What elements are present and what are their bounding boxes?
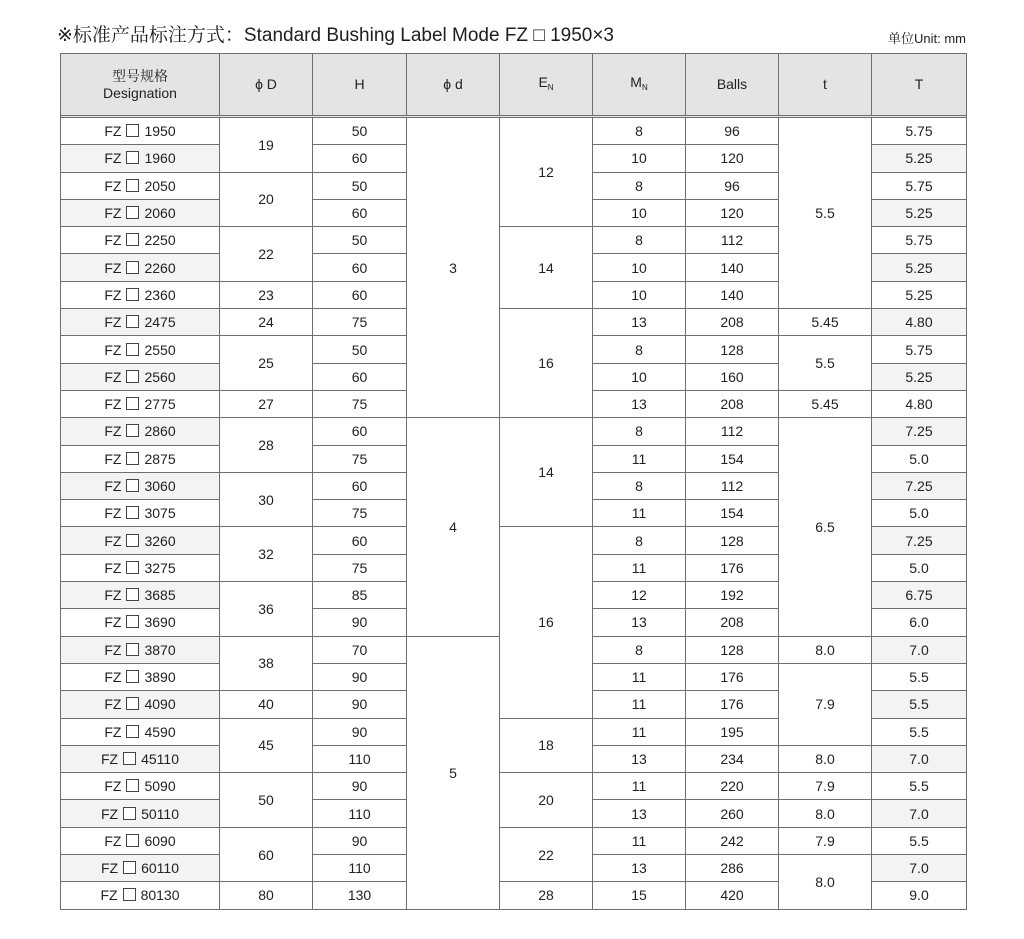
- MN-cell: 13: [593, 855, 686, 882]
- blank-box-icon: [126, 206, 139, 219]
- blank-box-icon: [126, 725, 139, 738]
- t-cell: 8.0: [779, 855, 872, 910]
- T-cell: 5.5: [872, 663, 967, 690]
- MN-cell: 10: [593, 363, 686, 390]
- MN-cell: 11: [593, 773, 686, 800]
- H-cell: 60: [313, 363, 407, 390]
- designation-cell: [61, 227, 220, 254]
- H-cell: 90: [313, 663, 407, 690]
- MN-cell: 13: [593, 390, 686, 417]
- designation-prefix: FZ: [100, 750, 119, 767]
- H-cell: 110: [313, 800, 407, 827]
- blank-box-icon: [126, 452, 139, 465]
- phi-D-cell: 45: [220, 718, 313, 773]
- blank-box-icon: [126, 615, 139, 628]
- balls-cell: 208: [686, 390, 779, 417]
- header-designation-en: Designation: [103, 84, 177, 101]
- MN-cell: 13: [593, 309, 686, 336]
- blank-box-icon: [126, 697, 139, 710]
- balls-cell: 160: [686, 363, 779, 390]
- header-phi-D: ϕ D: [220, 54, 313, 116]
- designation-prefix: FZ: [104, 696, 122, 713]
- H-cell: 90: [313, 691, 407, 718]
- designation-prefix: FZ: [104, 286, 122, 303]
- MN-cell: 13: [593, 745, 686, 772]
- H-cell: 60: [313, 418, 407, 445]
- balls-cell: 120: [686, 145, 779, 172]
- header-H: H: [313, 54, 407, 116]
- T-cell: 5.0: [872, 554, 967, 581]
- H-cell: 75: [313, 445, 407, 472]
- header-t: t: [779, 54, 872, 116]
- H-cell: 50: [313, 172, 407, 199]
- blank-box-icon: [126, 233, 139, 246]
- H-cell: 75: [313, 554, 407, 581]
- phi-D-cell: 32: [220, 527, 313, 582]
- designation-code: 1960: [144, 150, 176, 167]
- designation-prefix: FZ: [104, 450, 122, 467]
- balls-cell: 120: [686, 199, 779, 226]
- balls-cell: 96: [686, 172, 779, 199]
- t-cell: 8.0: [779, 745, 872, 772]
- balls-cell: 176: [686, 554, 779, 581]
- phi-D-cell: 80: [220, 882, 313, 909]
- designation-cell: [61, 172, 220, 199]
- H-cell: 70: [313, 636, 407, 663]
- balls-cell: 128: [686, 336, 779, 363]
- blank-box-icon: [126, 315, 139, 328]
- designation-prefix: FZ: [104, 396, 122, 413]
- designation-prefix: FZ: [104, 614, 122, 631]
- EN-cell: 18: [500, 718, 593, 773]
- designation-code: 2860: [144, 423, 176, 440]
- t-cell: 8.0: [779, 636, 872, 663]
- designation-prefix: FZ: [104, 478, 122, 494]
- bushing-spec-table: [60, 53, 967, 910]
- designation-cell: [61, 254, 220, 281]
- header-designation-cn: 型号规格: [112, 67, 168, 84]
- designation-prefix: FZ: [104, 832, 122, 849]
- designation-prefix: FZ: [100, 860, 119, 877]
- designation-prefix: FZ: [104, 669, 122, 686]
- T-cell: 5.75: [872, 172, 967, 199]
- balls-cell: 112: [686, 418, 779, 445]
- balls-cell: 128: [686, 636, 779, 663]
- balls-cell: 112: [686, 472, 779, 499]
- MN-cell: 11: [593, 445, 686, 472]
- T-cell: 7.0: [872, 636, 967, 663]
- blank-box-icon: [126, 588, 139, 601]
- header-T: T: [872, 54, 967, 116]
- MN-cell: 8: [593, 172, 686, 199]
- blank-box-icon: [126, 288, 139, 301]
- designation-code: 5090: [144, 778, 176, 795]
- page-title: ※标准产品标注方式：Standard Bushing Label Mode FZ □ 1950×3: [57, 25, 615, 46]
- balls-cell: 176: [686, 663, 779, 690]
- table-row: [61, 118, 967, 145]
- designation-prefix: FZ: [104, 368, 122, 385]
- t-cell: 7.9: [779, 773, 872, 800]
- blank-box-icon: [123, 861, 136, 874]
- blank-box-icon: [126, 424, 139, 437]
- designation-prefix: FZ: [104, 778, 122, 795]
- designation-prefix: FZ: [104, 559, 122, 576]
- balls-cell: 112: [686, 227, 779, 254]
- blank-box-icon: [126, 534, 139, 547]
- t-cell: 7.9: [779, 827, 872, 854]
- MN-cell: 11: [593, 827, 686, 854]
- MN-cell: 8: [593, 336, 686, 363]
- phi-D-cell: 22: [220, 227, 313, 282]
- T-cell: 9.0: [872, 882, 967, 909]
- designation-cell: [61, 199, 220, 226]
- T-cell: 7.0: [872, 745, 967, 772]
- header-EN: [500, 54, 593, 116]
- designation-code: 2775: [144, 396, 176, 413]
- EN-cell: 14: [500, 227, 593, 309]
- H-cell: 75: [313, 390, 407, 417]
- balls-cell: 286: [686, 855, 779, 882]
- T-cell: 5.25: [872, 281, 967, 308]
- designation-prefix: FZ: [100, 805, 119, 822]
- blank-box-icon: [126, 779, 139, 792]
- T-cell: 5.25: [872, 145, 967, 172]
- T-cell: 4.80: [872, 390, 967, 417]
- t-cell: 6.5: [779, 418, 872, 636]
- balls-cell: 208: [686, 609, 779, 636]
- MN-cell: 10: [593, 254, 686, 281]
- balls-cell: 154: [686, 445, 779, 472]
- designation-code: 3075: [144, 505, 176, 522]
- designation-code: 2475: [144, 314, 176, 331]
- MN-cell: 13: [593, 609, 686, 636]
- MN-cell: 12: [593, 582, 686, 609]
- balls-cell: 140: [686, 281, 779, 308]
- designation-code: 2360: [144, 286, 176, 303]
- H-cell: 90: [313, 827, 407, 854]
- H-cell: 60: [313, 199, 407, 226]
- MN-cell: 10: [593, 145, 686, 172]
- T-cell: 5.5: [872, 827, 967, 854]
- balls-cell: 242: [686, 827, 779, 854]
- balls-cell: 234: [686, 745, 779, 772]
- balls-cell: 420: [686, 882, 779, 909]
- balls-cell: 128: [686, 527, 779, 554]
- H-cell: 90: [313, 718, 407, 745]
- T-cell: 5.0: [872, 445, 967, 472]
- blank-box-icon: [126, 343, 139, 356]
- designation-cell: [61, 472, 220, 499]
- blank-box-icon: [126, 834, 139, 847]
- designation-prefix: FZ: [104, 123, 122, 140]
- designation-prefix: FZ: [104, 259, 122, 276]
- designation-cell: [61, 445, 220, 472]
- header-MN-sub: N: [641, 82, 648, 92]
- blank-box-icon: [126, 179, 139, 192]
- designation-cell: [61, 855, 220, 882]
- unit-label: 单位Unit: mm: [887, 31, 966, 46]
- balls-cell: 220: [686, 773, 779, 800]
- blank-box-icon: [126, 670, 139, 683]
- balls-cell: 208: [686, 309, 779, 336]
- MN-cell: 11: [593, 691, 686, 718]
- designation-prefix: FZ: [104, 232, 122, 249]
- blank-box-icon: [123, 752, 136, 765]
- H-cell: 110: [313, 745, 407, 772]
- T-cell: 5.5: [872, 718, 967, 745]
- designation-cell: [61, 582, 220, 609]
- phi-D-cell: 30: [220, 472, 313, 527]
- T-cell: 5.25: [872, 254, 967, 281]
- designation-prefix: FZ: [104, 341, 122, 358]
- phi-D-cell: 20: [220, 172, 313, 227]
- MN-cell: 11: [593, 718, 686, 745]
- EN-cell: 20: [500, 773, 593, 828]
- header-MN: [593, 54, 686, 116]
- balls-cell: 96: [686, 118, 779, 145]
- designation-code: 2050: [144, 177, 176, 194]
- balls-cell: 176: [686, 691, 779, 718]
- t-cell: 5.5: [779, 118, 872, 309]
- designation-cell: [61, 363, 220, 390]
- phi-D-cell: 40: [220, 691, 313, 718]
- H-cell: 130: [313, 882, 407, 909]
- designation-prefix: FZ: [104, 587, 122, 604]
- designation-code: 3060: [144, 478, 176, 494]
- designation-prefix: FZ: [104, 150, 122, 167]
- H-cell: 60: [313, 527, 407, 554]
- designation-prefix: FZ: [104, 723, 122, 740]
- designation-code: 45110: [141, 750, 179, 767]
- phi-d-cell: 3: [407, 118, 500, 418]
- header-row: [61, 54, 967, 116]
- MN-cell: 11: [593, 554, 686, 581]
- MN-cell: 13: [593, 800, 686, 827]
- T-cell: 5.75: [872, 336, 967, 363]
- phi-D-cell: 38: [220, 636, 313, 691]
- table-body: [61, 118, 967, 910]
- blank-box-icon: [126, 561, 139, 574]
- designation-cell: [61, 390, 220, 417]
- designation-cell: [61, 800, 220, 827]
- MN-cell: 8: [593, 418, 686, 445]
- designation-prefix: FZ: [104, 314, 122, 331]
- t-cell: 7.9: [779, 663, 872, 745]
- H-cell: 50: [313, 227, 407, 254]
- H-cell: 90: [313, 773, 407, 800]
- designation-code: 3890: [144, 669, 176, 686]
- designation-code: 6090: [144, 832, 176, 849]
- blank-box-icon: [123, 888, 136, 901]
- designation-cell: [61, 609, 220, 636]
- H-cell: 60: [313, 472, 407, 499]
- H-cell: 75: [313, 500, 407, 527]
- T-cell: 5.75: [872, 227, 967, 254]
- T-cell: 4.80: [872, 309, 967, 336]
- blank-box-icon: [126, 506, 139, 519]
- EN-cell: 16: [500, 527, 593, 718]
- header-EN-sub: N: [547, 82, 554, 92]
- H-cell: 90: [313, 609, 407, 636]
- designation-prefix: FZ: [100, 887, 118, 904]
- MN-cell: 8: [593, 227, 686, 254]
- EN-cell: 28: [500, 882, 593, 909]
- phi-D-cell: 25: [220, 336, 313, 391]
- balls-cell: 192: [686, 582, 779, 609]
- EN-cell: 16: [500, 309, 593, 418]
- header-designation: [61, 54, 220, 116]
- MN-cell: 8: [593, 118, 686, 145]
- designation-cell: [61, 554, 220, 581]
- designation-code: 3275: [144, 559, 176, 576]
- designation-cell: [61, 527, 220, 554]
- MN-cell: 15: [593, 882, 686, 909]
- H-cell: 110: [313, 855, 407, 882]
- T-cell: 7.25: [872, 527, 967, 554]
- t-cell: 5.45: [779, 309, 872, 336]
- balls-cell: 154: [686, 500, 779, 527]
- designation-code: 2260: [144, 259, 176, 276]
- blank-box-icon: [126, 370, 139, 383]
- designation-code: 1950: [144, 123, 176, 140]
- designation-cell: [61, 309, 220, 336]
- MN-cell: 10: [593, 199, 686, 226]
- MN-cell: 8: [593, 527, 686, 554]
- designation-code: 2060: [144, 205, 176, 222]
- T-cell: 5.0: [872, 500, 967, 527]
- EN-cell: 12: [500, 118, 593, 227]
- EN-cell: 14: [500, 418, 593, 527]
- phi-D-cell: 36: [220, 582, 313, 637]
- T-cell: 7.25: [872, 418, 967, 445]
- designation-cell: [61, 745, 220, 772]
- H-cell: 75: [313, 309, 407, 336]
- phi-D-cell: 28: [220, 418, 313, 473]
- designation-code: 80130: [140, 887, 180, 904]
- balls-cell: 195: [686, 718, 779, 745]
- designation-cell: [61, 145, 220, 172]
- designation-cell: [61, 691, 220, 718]
- designation-cell: [61, 281, 220, 308]
- T-cell: 6.0: [872, 609, 967, 636]
- H-cell: 60: [313, 281, 407, 308]
- blank-box-icon: [126, 124, 139, 137]
- header-EN-main: E: [538, 73, 548, 90]
- blank-box-icon: [126, 479, 139, 492]
- MN-cell: 8: [593, 472, 686, 499]
- balls-cell: 140: [686, 254, 779, 281]
- designation-cell: [61, 336, 220, 363]
- t-cell: 8.0: [779, 800, 872, 827]
- EN-cell: 22: [500, 827, 593, 882]
- header-MN-main: M: [630, 73, 642, 90]
- T-cell: 6.75: [872, 582, 967, 609]
- phi-d-cell: 4: [407, 418, 500, 636]
- designation-code: 3260: [144, 532, 176, 549]
- table-row: [61, 418, 967, 445]
- designation-code: 2875: [144, 450, 176, 467]
- phi-d-cell: 5: [407, 636, 500, 909]
- designation-cell: [61, 636, 220, 663]
- phi-D-cell: 60: [220, 827, 313, 882]
- T-cell: 5.25: [872, 199, 967, 226]
- designation-code: 2560: [144, 368, 176, 385]
- T-cell: 7.25: [872, 472, 967, 499]
- T-cell: 5.5: [872, 691, 967, 718]
- T-cell: 5.5: [872, 773, 967, 800]
- MN-cell: 10: [593, 281, 686, 308]
- designation-cell: [61, 663, 220, 690]
- phi-D-cell: 50: [220, 773, 313, 828]
- T-cell: 7.0: [872, 800, 967, 827]
- table-row: [61, 773, 967, 800]
- blank-box-icon: [126, 261, 139, 274]
- designation-prefix: FZ: [104, 505, 122, 522]
- blank-box-icon: [126, 643, 139, 656]
- designation-prefix: FZ: [104, 423, 122, 440]
- blank-box-icon: [123, 807, 136, 820]
- designation-code: 60110: [141, 860, 179, 877]
- header-phi-d: ϕ d: [407, 54, 500, 116]
- designation-cell: [61, 118, 220, 145]
- designation-code: 4590: [144, 723, 176, 740]
- designation-prefix: FZ: [104, 177, 122, 194]
- designation-prefix: FZ: [104, 205, 122, 222]
- t-cell: 5.5: [779, 336, 872, 391]
- designation-cell: [61, 882, 220, 909]
- designation-code: 2550: [144, 341, 176, 358]
- phi-D-cell: 23: [220, 281, 313, 308]
- table-row: [61, 309, 967, 336]
- phi-D-cell: 27: [220, 390, 313, 417]
- T-cell: 5.25: [872, 363, 967, 390]
- H-cell: 50: [313, 336, 407, 363]
- table-row: [61, 827, 967, 854]
- designation-prefix: FZ: [104, 641, 122, 658]
- designation-prefix: FZ: [104, 532, 122, 549]
- designation-code: 50110: [141, 805, 179, 822]
- T-cell: 5.75: [872, 118, 967, 145]
- blank-box-icon: [126, 397, 139, 410]
- MN-cell: 11: [593, 663, 686, 690]
- t-cell: 5.45: [779, 390, 872, 417]
- designation-code: 3870: [144, 641, 176, 658]
- designation-code: 3690: [144, 614, 176, 631]
- MN-cell: 8: [593, 636, 686, 663]
- H-cell: 60: [313, 145, 407, 172]
- designation-code: 3685: [144, 587, 176, 604]
- balls-cell: 260: [686, 800, 779, 827]
- designation-code: 2250: [144, 232, 176, 249]
- designation-cell: [61, 500, 220, 527]
- H-cell: 85: [313, 582, 407, 609]
- H-cell: 50: [313, 118, 407, 145]
- designation-cell: [61, 827, 220, 854]
- T-cell: 7.0: [872, 855, 967, 882]
- phi-D-cell: 24: [220, 309, 313, 336]
- MN-cell: 11: [593, 500, 686, 527]
- header-balls: Balls: [686, 54, 779, 116]
- phi-D-cell: 19: [220, 118, 313, 173]
- designation-cell: [61, 773, 220, 800]
- designation-cell: [61, 418, 220, 445]
- blank-box-icon: [126, 151, 139, 164]
- designation-cell: [61, 718, 220, 745]
- H-cell: 60: [313, 254, 407, 281]
- designation-code: 4090: [144, 696, 176, 713]
